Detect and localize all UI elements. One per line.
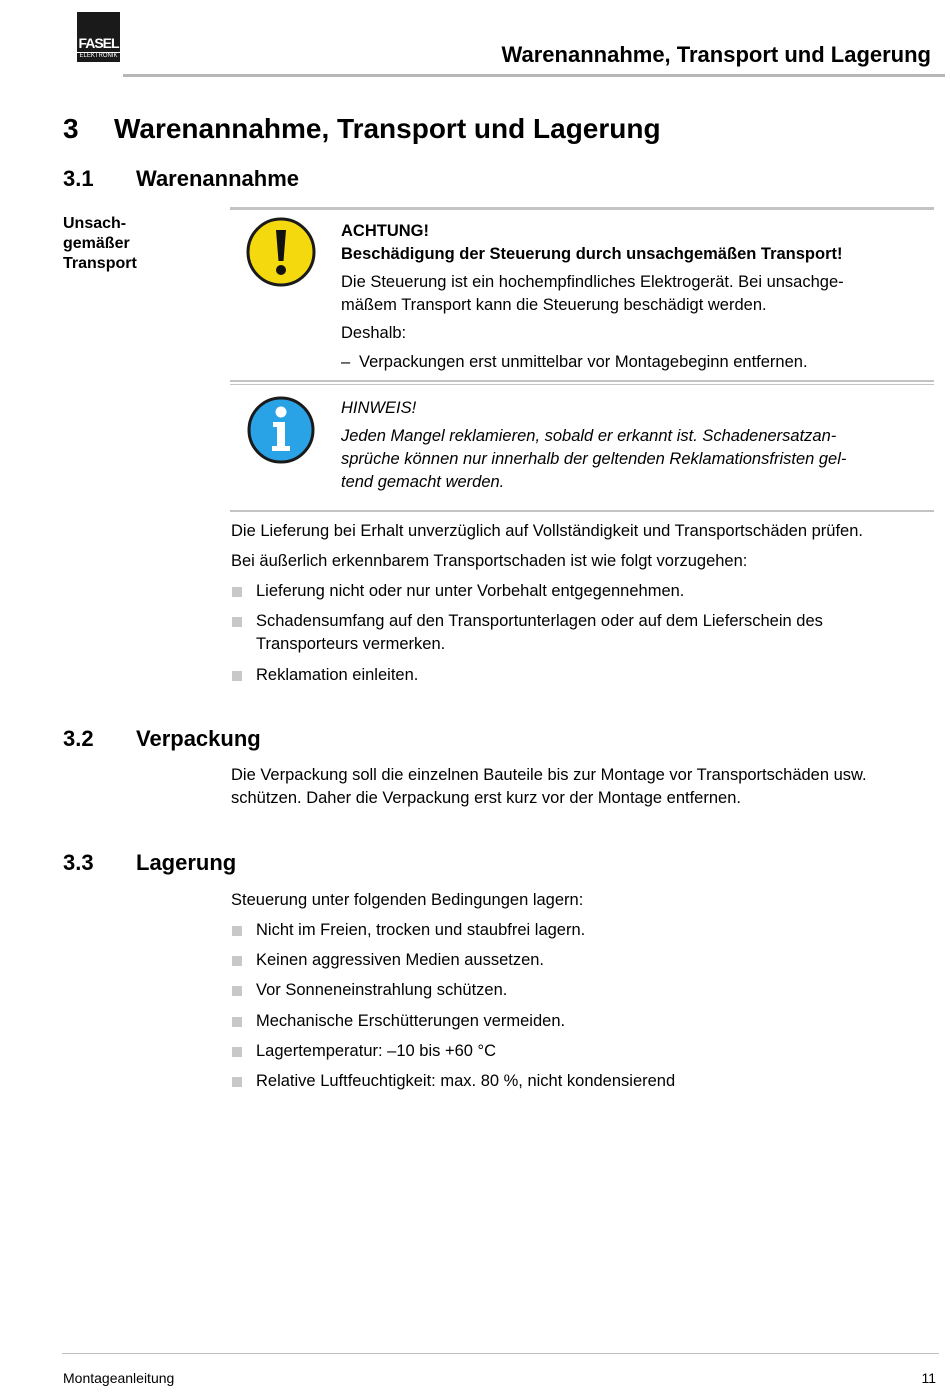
side-label-line: gemäßer [63, 235, 130, 252]
section-number-3-2: 3.2 [63, 726, 94, 751]
note-bottom-rule [230, 510, 934, 512]
list-item-text: Reklamation einleiten. [256, 666, 419, 684]
warning-top-rule [230, 207, 934, 210]
list-item-text: Lieferung nicht oder nur unter Vorbehalt entgegennehmen. [256, 582, 685, 600]
note-text-line: Jeden Mangel reklamieren, sobald er erkannt ist. Schadenersatzan- [341, 427, 837, 445]
side-label-line: Transport [63, 255, 137, 272]
paragraph: Die Lieferung bei Erhalt unverzüglich auf Vollständigkeit und Transportschäden prüfen. [231, 522, 863, 540]
paragraph: Bei äußerlich erkennbarem Transportschaden ist wie folgt vorzugehen: [231, 552, 748, 570]
list-item-text: Mechanische Erschütterungen vermeiden. [256, 1012, 566, 1030]
footer-divider [62, 1353, 939, 1354]
section-number-3-3: 3.3 [63, 850, 94, 875]
note-text-line: tend gemacht werden. [341, 473, 505, 491]
page-number: 11 [921, 1370, 936, 1386]
logo-sub: ELEKTRONIK [77, 52, 120, 60]
section-title-3-2: Verpackung [136, 726, 261, 751]
list-item-text: Relative Luftfeuchtigkeit: max. 80 %, nicht kondensierend [256, 1072, 676, 1090]
footer-doc-name: Montageanleitung [63, 1370, 175, 1386]
chapter-number: 3 [63, 113, 79, 144]
warning-text-line: mäßem Transport kann die Steuerung beschädigt werden. [341, 296, 767, 314]
warning-deshalb: Deshalb: [341, 324, 407, 342]
warning-dash-item: Verpackungen erst unmittelbar vor Montagebeginn entfernen. [359, 353, 808, 371]
side-label [63, 214, 137, 274]
section-title-3-1: Warenannahme [136, 166, 300, 191]
section-title-3-3: Lagerung [136, 850, 237, 875]
list-item-text: Keinen aggressiven Medien aussetzen. [256, 951, 545, 969]
warning-bottom-rule [230, 380, 934, 382]
section-number-3-1: 3.1 [63, 166, 94, 191]
warning-subheading: Beschädigung der Steuerung durch unsachgemäßen Transport! [341, 245, 843, 263]
info-icon [245, 394, 317, 466]
list-item-text: Nicht im Freien, trocken und staubfrei lagern. [256, 921, 586, 939]
logo-brand: FASEL [78, 35, 119, 51]
paragraph: Steuerung unter folgenden Bedingungen lagern: [231, 891, 584, 909]
bullet-square-icon [232, 1017, 242, 1027]
header-divider [123, 74, 945, 77]
bullet-square-icon [232, 956, 242, 966]
paragraph: Die Verpackung soll die einzelnen Bauteile bis zur Montage vor Transportschäden usw. [231, 766, 867, 784]
warning-dash: – [341, 353, 351, 371]
bullet-square-icon [232, 986, 242, 996]
list-item-text: Transporteurs vermerken. [256, 635, 446, 653]
company-logo [77, 12, 120, 62]
paragraph: schützen. Daher die Verpackung erst kurz vor der Montage entfernen. [231, 789, 741, 807]
list-item-text: Vor Sonneneinstrahlung schützen. [256, 981, 508, 999]
bullet-square-icon [232, 1077, 242, 1087]
note-top-rule [230, 384, 934, 385]
warning-text-line: Die Steuerung ist ein hochempfindliches Elektrogerät. Bei unsachge- [341, 273, 844, 291]
running-header-title: Warenannahme, Transport und Lagerung [501, 42, 931, 67]
side-label-line: Unsach- [63, 215, 127, 232]
bullet-square-icon [232, 926, 242, 936]
bullet-square-icon [232, 587, 242, 597]
list-item-text: Schadensumfang auf den Transportunterlagen oder auf dem Lieferschein des [256, 612, 823, 630]
warning-exclamation-icon [245, 216, 317, 288]
bullet-square-icon [232, 671, 242, 681]
note-heading: HINWEIS! [341, 399, 417, 417]
warning-heading: ACHTUNG! [341, 222, 429, 240]
note-text-line: sprüche können nur innerhalb der geltenden Reklamationsfristen gel- [341, 450, 847, 468]
bullet-square-icon [232, 1047, 242, 1057]
list-item-text: Lagertemperatur: –10 bis +60 °C [256, 1042, 497, 1060]
bullet-square-icon [232, 617, 242, 627]
chapter-title: Warenannahme, Transport und Lagerung [114, 113, 661, 144]
